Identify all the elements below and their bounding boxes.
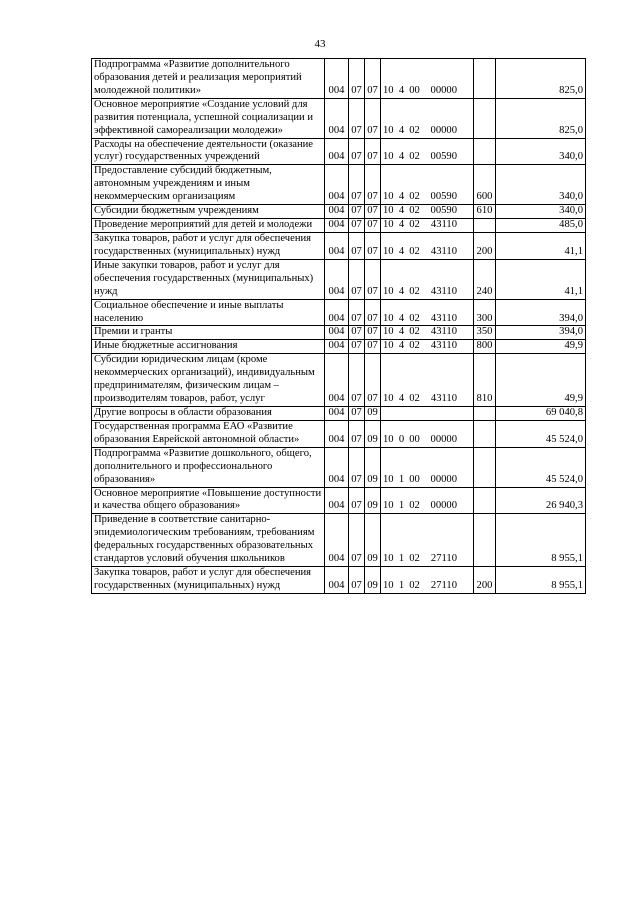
subsection-code: 07 xyxy=(365,232,381,259)
table-row xyxy=(92,420,586,447)
expense-type-code: 350 xyxy=(474,326,496,340)
target-article-subprogram: 4 xyxy=(398,191,405,203)
target-article-direction: 00590 xyxy=(430,205,457,217)
table-row xyxy=(92,447,586,487)
target-article-code xyxy=(381,567,474,594)
subsection-code: 07 xyxy=(365,326,381,340)
expense-name: Предоставление субсидий бюджетным, автономным учреждениям и иным некоммерческим организациям xyxy=(92,165,325,205)
target-article-program: 10 xyxy=(383,500,394,512)
target-article-code xyxy=(381,406,474,420)
target-article-code xyxy=(381,326,474,340)
target-article-subprogram: 1 xyxy=(398,473,405,485)
target-article-program: 10 xyxy=(383,312,394,324)
ministry-code: 004 xyxy=(325,447,349,487)
section-code: 07 xyxy=(349,326,365,340)
expense-name: Приведение в соответствие санитарно-эпидемиологическим требованиям, требованиям федеральных государственных образовательных стандартов условий обучения школьников xyxy=(92,514,325,567)
ministry-code: 004 xyxy=(325,567,349,594)
target-article-subprogram: 1 xyxy=(398,579,405,591)
ministry-code: 004 xyxy=(325,299,349,326)
expense-name: Закупка товаров, работ и услуг для обеспечения государственных (муниципальных) нужд xyxy=(92,567,325,594)
target-article-event: 02 xyxy=(409,285,420,297)
amount: 8 955,1 xyxy=(496,514,586,567)
subsection-code: 07 xyxy=(365,98,381,138)
amount: 41,1 xyxy=(496,232,586,259)
ministry-code: 004 xyxy=(325,487,349,514)
expense-name: Расходы на обеспечение деятельности (оказание услуг) государственных учреждений xyxy=(92,138,325,165)
subsection-code: 07 xyxy=(365,59,381,99)
expense-name: Другие вопросы в области образования xyxy=(92,406,325,420)
target-article-program: 10 xyxy=(383,553,394,565)
target-article-direction: 00590 xyxy=(430,151,457,163)
table-row xyxy=(92,567,586,594)
expense-type-code: 610 xyxy=(474,205,496,219)
table-row xyxy=(92,406,586,420)
target-article-event: 02 xyxy=(409,219,420,231)
target-article-subprogram: 1 xyxy=(398,500,405,512)
ministry-code: 004 xyxy=(325,205,349,219)
target-article-program: 10 xyxy=(383,151,394,163)
expense-type-code xyxy=(474,138,496,165)
target-article-subprogram: 4 xyxy=(398,340,405,352)
target-article-direction: 43110 xyxy=(430,312,457,324)
subsection-code: 07 xyxy=(365,299,381,326)
target-article-event: 00 xyxy=(409,433,420,445)
amount: 49,9 xyxy=(496,354,586,407)
expense-type-code: 300 xyxy=(474,299,496,326)
target-article-subprogram: 1 xyxy=(398,553,405,565)
target-article-subprogram: 4 xyxy=(398,124,405,136)
target-article-subprogram: 4 xyxy=(398,393,405,405)
target-article-direction: 00000 xyxy=(430,84,457,96)
target-article-code xyxy=(381,219,474,233)
expense-type-code: 240 xyxy=(474,259,496,299)
subsection-code: 07 xyxy=(365,219,381,233)
expense-type-code xyxy=(474,420,496,447)
ministry-code: 004 xyxy=(325,232,349,259)
target-article-code xyxy=(381,514,474,567)
target-article-event: 02 xyxy=(409,245,420,257)
expense-type-code xyxy=(474,514,496,567)
section-code: 07 xyxy=(349,354,365,407)
target-article-direction: 00590 xyxy=(430,191,457,203)
expense-type-code: 810 xyxy=(474,354,496,407)
target-article-event: 02 xyxy=(409,340,420,352)
table-row xyxy=(92,219,586,233)
target-article-direction: 27110 xyxy=(430,579,457,591)
target-article-subprogram: 4 xyxy=(398,84,405,96)
ministry-code: 004 xyxy=(325,340,349,354)
subsection-code: 09 xyxy=(365,406,381,420)
table-row xyxy=(92,259,586,299)
amount: 45 524,0 xyxy=(496,447,586,487)
table-row xyxy=(92,232,586,259)
table-row xyxy=(92,59,586,99)
target-article-program: 10 xyxy=(383,473,394,485)
target-article-event: 02 xyxy=(409,151,420,163)
expense-name: Государственная программа ЕАО «Развитие образования Еврейской автономной области» xyxy=(92,420,325,447)
expense-name: Иные закупки товаров, работ и услуг для обеспечения государственных (муниципальных) нужд xyxy=(92,259,325,299)
target-article-direction: 43110 xyxy=(430,245,457,257)
target-article-event: 00 xyxy=(409,473,420,485)
subsection-code: 07 xyxy=(365,165,381,205)
target-article-direction: 00000 xyxy=(430,124,457,136)
target-article-program: 10 xyxy=(383,326,394,338)
target-article-event: 02 xyxy=(409,500,420,512)
expense-type-code: 800 xyxy=(474,340,496,354)
target-article-event: 02 xyxy=(409,191,420,203)
amount: 394,0 xyxy=(496,326,586,340)
target-article-program: 10 xyxy=(383,219,394,231)
section-code: 07 xyxy=(349,232,365,259)
expense-type-code: 200 xyxy=(474,232,496,259)
section-code: 07 xyxy=(349,59,365,99)
budget-table-body xyxy=(92,59,586,594)
target-article-event: 02 xyxy=(409,312,420,324)
section-code: 07 xyxy=(349,219,365,233)
expense-type-code: 600 xyxy=(474,165,496,205)
expense-name: Подпрограмма «Развитие дошкольного, общего, дополнительного и профессионального образования» xyxy=(92,447,325,487)
target-article-program: 10 xyxy=(383,433,394,445)
subsection-code: 07 xyxy=(365,340,381,354)
amount: 49,9 xyxy=(496,340,586,354)
target-article-program: 10 xyxy=(383,205,394,217)
table-row xyxy=(92,514,586,567)
section-code: 07 xyxy=(349,138,365,165)
target-article-program: 10 xyxy=(383,393,394,405)
target-article-code xyxy=(381,447,474,487)
ministry-code: 004 xyxy=(325,406,349,420)
target-article-code xyxy=(381,259,474,299)
target-article-program: 10 xyxy=(383,340,394,352)
subsection-code: 09 xyxy=(365,567,381,594)
expense-type-code xyxy=(474,447,496,487)
target-article-direction: 27110 xyxy=(430,553,457,565)
target-article-code xyxy=(381,138,474,165)
ministry-code: 004 xyxy=(325,138,349,165)
section-code: 07 xyxy=(349,567,365,594)
ministry-code: 004 xyxy=(325,326,349,340)
target-article-direction: 43110 xyxy=(430,326,457,338)
target-article-subprogram: 4 xyxy=(398,312,405,324)
section-code: 07 xyxy=(349,299,365,326)
target-article-program: 10 xyxy=(383,84,394,96)
amount: 825,0 xyxy=(496,98,586,138)
target-article-code xyxy=(381,354,474,407)
expense-name: Закупка товаров, работ и услуг для обеспечения государственных (муниципальных) нужд xyxy=(92,232,325,259)
budget-table xyxy=(91,58,586,594)
target-article-event: 02 xyxy=(409,124,420,136)
target-article-program: 10 xyxy=(383,579,394,591)
ministry-code: 004 xyxy=(325,98,349,138)
amount: 69 040,8 xyxy=(496,406,586,420)
target-article-event: 02 xyxy=(409,326,420,338)
target-article-event: 00 xyxy=(409,84,420,96)
expense-name: Социальное обеспечение и иные выплаты населению xyxy=(92,299,325,326)
expense-name: Премии и гранты xyxy=(92,326,325,340)
amount: 340,0 xyxy=(496,138,586,165)
subsection-code: 07 xyxy=(365,354,381,407)
expense-name: Основное мероприятие «Повышение доступности и качества общего образования» xyxy=(92,487,325,514)
target-article-subprogram: 4 xyxy=(398,245,405,257)
target-article-direction: 43110 xyxy=(430,219,457,231)
ministry-code: 004 xyxy=(325,514,349,567)
target-article-program: 10 xyxy=(383,285,394,297)
ministry-code: 004 xyxy=(325,219,349,233)
expense-name: Иные бюджетные ассигнования xyxy=(92,340,325,354)
target-article-event: 02 xyxy=(409,205,420,217)
section-code: 07 xyxy=(349,205,365,219)
subsection-code: 07 xyxy=(365,259,381,299)
target-article-event: 02 xyxy=(409,579,420,591)
subsection-code: 09 xyxy=(365,447,381,487)
table-row xyxy=(92,138,586,165)
subsection-code: 09 xyxy=(365,514,381,567)
target-article-code xyxy=(381,165,474,205)
target-article-code xyxy=(381,98,474,138)
section-code: 07 xyxy=(349,406,365,420)
amount: 485,0 xyxy=(496,219,586,233)
ministry-code: 004 xyxy=(325,420,349,447)
subsection-code: 09 xyxy=(365,487,381,514)
table-row xyxy=(92,326,586,340)
target-article-direction: 00000 xyxy=(430,500,457,512)
expense-type-code xyxy=(474,219,496,233)
target-article-subprogram: 4 xyxy=(398,326,405,338)
target-article-code xyxy=(381,420,474,447)
target-article-subprogram: 4 xyxy=(398,151,405,163)
amount: 825,0 xyxy=(496,59,586,99)
section-code: 07 xyxy=(349,420,365,447)
amount: 41,1 xyxy=(496,259,586,299)
target-article-program: 10 xyxy=(383,245,394,257)
expense-name: Субсидии юридическим лицам (кроме некоммерческих организаций), индивидуальным предпринимателям, физическим лицам – производителям товаров, работ, услуг xyxy=(92,354,325,407)
section-code: 07 xyxy=(349,487,365,514)
amount: 8 955,1 xyxy=(496,567,586,594)
target-article-direction: 43110 xyxy=(430,285,457,297)
ministry-code: 004 xyxy=(325,259,349,299)
expense-type-code: 200 xyxy=(474,567,496,594)
expense-type-code xyxy=(474,487,496,514)
amount: 45 524,0 xyxy=(496,420,586,447)
target-article-program: 10 xyxy=(383,124,394,136)
target-article-subprogram: 4 xyxy=(398,219,405,231)
section-code: 07 xyxy=(349,259,365,299)
amount: 340,0 xyxy=(496,165,586,205)
ministry-code: 004 xyxy=(325,354,349,407)
ministry-code: 004 xyxy=(325,59,349,99)
target-article-direction: 43110 xyxy=(430,340,457,352)
table-row xyxy=(92,98,586,138)
target-article-direction: 00000 xyxy=(430,473,457,485)
section-code: 07 xyxy=(349,514,365,567)
page-number: 43 xyxy=(314,38,326,50)
expense-type-code xyxy=(474,59,496,99)
target-article-subprogram: 4 xyxy=(398,205,405,217)
subsection-code: 09 xyxy=(365,420,381,447)
expense-name: Подпрограмма «Развитие дополнительного образования детей и реализация мероприятий молодежной политики» xyxy=(92,59,325,99)
target-article-subprogram: 0 xyxy=(398,433,405,445)
target-article-code xyxy=(381,340,474,354)
section-code: 07 xyxy=(349,447,365,487)
target-article-event: 02 xyxy=(409,393,420,405)
table-row xyxy=(92,340,586,354)
subsection-code: 07 xyxy=(365,205,381,219)
ministry-code: 004 xyxy=(325,165,349,205)
target-article-direction: 00000 xyxy=(430,433,457,445)
amount: 340,0 xyxy=(496,205,586,219)
expense-name: Основное мероприятие «Создание условий для развития потенциала, успешной социализации и эффективной самореализации молодежи» xyxy=(92,98,325,138)
target-article-event: 02 xyxy=(409,553,420,565)
target-article-subprogram: 4 xyxy=(398,285,405,297)
target-article-code xyxy=(381,232,474,259)
table-row xyxy=(92,165,586,205)
subsection-code: 07 xyxy=(365,138,381,165)
target-article-code xyxy=(381,299,474,326)
table-row xyxy=(92,299,586,326)
expense-type-code xyxy=(474,406,496,420)
target-article-program: 10 xyxy=(383,191,394,203)
table-row xyxy=(92,354,586,407)
expense-name: Субсидии бюджетным учреждениям xyxy=(92,205,325,219)
expense-type-code xyxy=(474,98,496,138)
target-article-direction: 43110 xyxy=(430,393,457,405)
section-code: 07 xyxy=(349,98,365,138)
target-article-code xyxy=(381,487,474,514)
table-row xyxy=(92,205,586,219)
section-code: 07 xyxy=(349,340,365,354)
amount: 26 940,3 xyxy=(496,487,586,514)
amount: 394,0 xyxy=(496,299,586,326)
target-article-code xyxy=(381,59,474,99)
target-article-code xyxy=(381,205,474,219)
expense-name: Проведение мероприятий для детей и молодежи xyxy=(92,219,325,233)
section-code: 07 xyxy=(349,165,365,205)
table-row xyxy=(92,487,586,514)
